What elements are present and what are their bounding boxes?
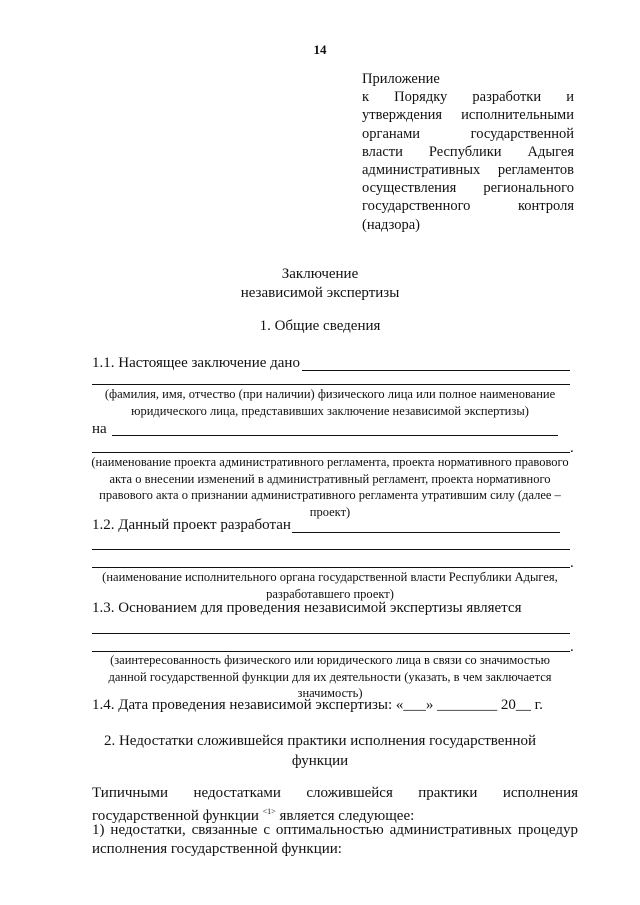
caption-1-2: (наименование исполнительного органа государственной власти Республики Адыгея, разработавшего проект)	[102, 570, 558, 601]
on-blank-line-2[interactable]	[92, 452, 570, 453]
title-line-1: Заключение	[281, 266, 359, 282]
on-blank-line[interactable]	[112, 435, 558, 436]
item-1-1-blank-line[interactable]	[302, 370, 570, 371]
appendix-line-4: органами государственной	[362, 125, 574, 142]
appendix-line-7: осуществления регионального	[362, 180, 574, 197]
appendix-line-9: (надзора)	[362, 216, 420, 233]
caption-1-3: (заинтересованность физического или юридического лица в связи со значимостью данной государственной функции для их деятельности (указать, в чем заключается значимость)	[108, 653, 552, 700]
paragraph-procedures	[92, 821, 578, 858]
item-1-4-label: 1.4. Дата проведения независимой экспертизы: «___» ________ 20__ г.	[92, 697, 543, 713]
item-1-2-blank-line-2[interactable]	[92, 549, 570, 550]
appendix-line-3: утверждения исполнительными	[362, 107, 574, 124]
section-1-heading: 1. Общие сведения	[259, 318, 381, 334]
caption-on: (наименование проекта административного регламента, проекта нормативного правового акта о внесении изменений в административный регламент, проекта нормативного правового акта о признании административного регламента утратившим силу (далее – проект)	[91, 455, 569, 519]
section-2-heading	[0, 731, 640, 771]
item-1-3-period: .	[570, 639, 574, 655]
paragraph-1-text-b: является следующее:	[279, 807, 415, 824]
paragraph-2-line-1: 1) недостатки, связанные с оптимальностью административных процедур	[92, 822, 578, 838]
appendix-block	[362, 70, 574, 234]
appendix-line-5: власти Республики Адыгея	[362, 143, 574, 160]
item-1-3-label: 1.3. Основанием для проведения независимой экспертизы является	[92, 600, 522, 616]
paragraph-1-text-a: государственной функции	[92, 807, 259, 824]
item-1-1-blank-line-2[interactable]	[92, 384, 570, 385]
section-2-heading-line-1: 2. Недостатки сложившейся практики исполнения государственной	[103, 733, 537, 749]
appendix-line-8: государственного контроля	[362, 198, 574, 215]
item-1-3-blank-line[interactable]	[92, 633, 570, 634]
item-1-2-label: 1.2. Данный проект разработан	[92, 517, 291, 533]
document-title	[0, 265, 640, 303]
item-1-2-blank-line[interactable]	[292, 532, 560, 533]
appendix-line-6: административных регламентов	[362, 162, 574, 179]
footnote-marker: <1>	[262, 806, 276, 816]
on-period: .	[570, 440, 574, 456]
title-line-2: независимой экспертизы	[240, 285, 400, 301]
paragraph-typical-shortcomings	[92, 784, 578, 825]
section-2-heading-line-2: функции	[291, 753, 349, 769]
paragraph-2-line-2: исполнения государственной функции:	[92, 840, 342, 857]
page-number: 14	[313, 42, 327, 57]
item-1-2-blank-line-3[interactable]	[92, 567, 570, 568]
on-label: на	[92, 421, 107, 437]
caption-1-1: (фамилия, имя, отчество (при наличии) физического лица или полное наименование юридического лица, представивших заключение независимой экспертизы)	[104, 387, 556, 418]
item-1-1-label: 1.1. Настоящее заключение дано	[92, 355, 300, 371]
item-1-2-period: .	[570, 555, 574, 571]
appendix-line-2: к Порядку разработки и	[362, 89, 574, 106]
paragraph-1-line-1: Типичными недостатками сложившейся практики исполнения	[92, 785, 578, 801]
appendix-line-1: Приложение	[362, 71, 440, 87]
